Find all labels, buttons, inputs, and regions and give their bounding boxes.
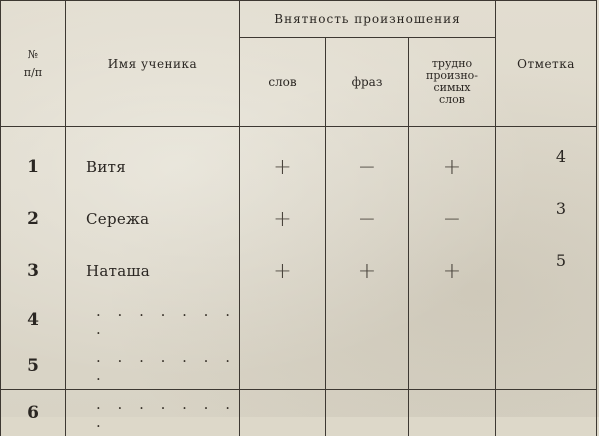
row-number: 3 xyxy=(1,245,66,297)
table-row xyxy=(1,141,597,193)
student-name-placeholder: . . . . . . . . xyxy=(66,297,240,343)
table-row xyxy=(1,193,597,245)
header-hard-line-3: симых xyxy=(409,82,495,94)
student-name: Витя xyxy=(66,141,240,193)
hard-words-mark: + xyxy=(409,245,496,297)
words-mark: + xyxy=(240,193,326,245)
hard-words-mark: − xyxy=(409,193,496,245)
header-number-abbrev: п/п xyxy=(1,64,65,82)
row-number: 2 xyxy=(1,193,66,245)
header-hard-line-1: трудно xyxy=(409,58,495,70)
phrases-mark: − xyxy=(326,141,409,193)
row-number: 1 xyxy=(1,141,66,193)
row-number: 4 xyxy=(1,297,66,343)
table-spacer xyxy=(1,127,597,142)
student-name: Наташа xyxy=(66,245,240,297)
row-number: 6 xyxy=(1,390,66,436)
phrases-mark: + xyxy=(326,245,409,297)
header-number xyxy=(1,1,66,127)
row-number: 5 xyxy=(1,343,66,390)
grade: 4 xyxy=(496,141,597,193)
words-mark: + xyxy=(240,141,326,193)
student-name-placeholder: . . . . . . . . xyxy=(66,343,240,390)
hard-words-mark: + xyxy=(409,141,496,193)
header-hard-line-2: произно- xyxy=(409,70,495,82)
grade: 3 xyxy=(496,193,597,245)
grade: 5 xyxy=(496,245,597,297)
header-hard-line-4: слов xyxy=(409,94,495,106)
table-row xyxy=(1,390,597,436)
table-row xyxy=(1,245,597,297)
header-mark: Отметка xyxy=(496,1,597,127)
table-row xyxy=(1,343,597,390)
phrases-mark: − xyxy=(326,193,409,245)
table-row xyxy=(1,297,597,343)
header-student-name: Имя ученика xyxy=(66,1,240,127)
words-mark: + xyxy=(240,245,326,297)
student-name: Сережа xyxy=(66,193,240,245)
header-words: слов xyxy=(240,38,326,127)
header-hard-words xyxy=(409,38,496,127)
header-clarity: Внятность произношения xyxy=(240,1,496,38)
header-number-symbol: № xyxy=(1,46,65,64)
header-phrases: фраз xyxy=(326,38,409,127)
student-name-placeholder: . . . . . . . . xyxy=(66,390,240,436)
